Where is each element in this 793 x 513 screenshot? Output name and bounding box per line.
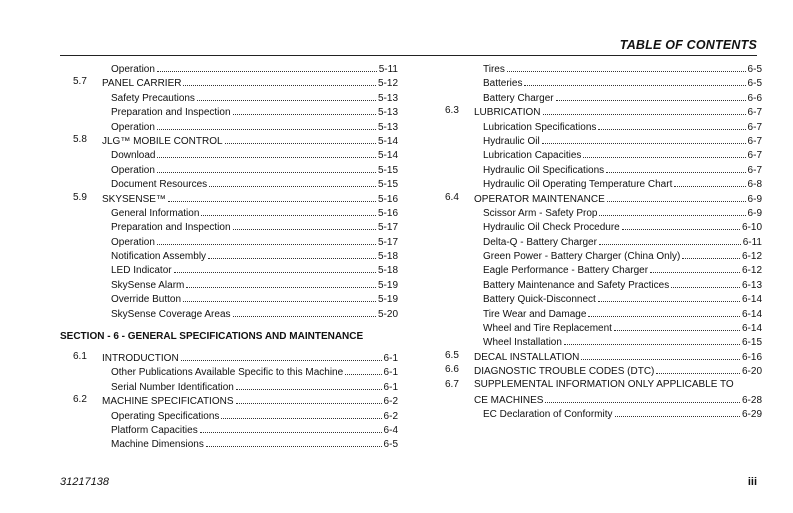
toc-entry[interactable] (432, 278, 762, 292)
toc-entry-line (483, 278, 762, 291)
toc-entry-page: 5-15 (377, 164, 398, 176)
toc-entry-page: 5-19 (377, 294, 398, 306)
toc-leader-dots (157, 235, 376, 245)
toc-entry-page: 6-8 (747, 179, 762, 191)
toc-entry[interactable] (432, 148, 762, 162)
toc-entry-page: 6-14 (741, 308, 762, 320)
toc-leader-dots (233, 307, 376, 317)
toc-entry[interactable] (60, 380, 398, 394)
page-number: iii (747, 476, 757, 488)
toc-entry-line (111, 177, 398, 190)
toc-entry-page: 5-18 (377, 265, 398, 277)
toc-entry-title: Operating Specifications (111, 410, 220, 422)
toc-leader-dots (208, 249, 376, 259)
toc-entry[interactable] (60, 120, 398, 134)
toc-entry-line (111, 409, 398, 422)
toc-left-top-list (60, 62, 398, 321)
toc-entry[interactable] (432, 263, 762, 277)
toc-entry-page: 5-16 (377, 207, 398, 219)
header-divider (60, 55, 757, 56)
toc-entry-line (111, 263, 398, 276)
toc-leader-dots (236, 394, 382, 404)
toc-entry-title: SkySense Coverage Areas (111, 308, 231, 320)
toc-leader-dots (599, 206, 745, 216)
toc-entry-title: Scissor Arm - Safety Prop (483, 207, 598, 219)
toc-entry[interactable] (60, 423, 398, 437)
toc-entry[interactable] (432, 120, 762, 134)
toc-entry-title: CE MACHINES (474, 394, 544, 406)
toc-leader-dots (671, 278, 740, 288)
toc-leader-dots (588, 307, 740, 317)
toc-leader-dots (157, 120, 376, 130)
toc-entry[interactable] (432, 335, 762, 349)
toc-entry-page: 6-5 (747, 64, 762, 75)
toc-leader-dots (615, 407, 740, 417)
toc-entry[interactable] (432, 105, 762, 119)
toc-entry-page: 6-12 (741, 251, 762, 263)
toc-leader-dots (542, 134, 746, 144)
toc-entry-title: Green Power - Battery Charger (China Only) (483, 251, 681, 263)
toc-entry-page: 5-17 (377, 236, 398, 248)
toc-entry[interactable] (60, 134, 398, 148)
toc-entry-page: 6-14 (741, 323, 762, 335)
toc-entry[interactable] (60, 62, 398, 76)
toc-entry-title: Eagle Performance - Battery Charger (483, 265, 649, 277)
toc-leader-dots (233, 220, 376, 230)
toc-entry-page: 6-7 (747, 164, 762, 176)
toc-entry-title: Battery Charger (483, 92, 554, 104)
toc-entry-number: 5.7 (73, 76, 87, 88)
toc-entry-page: 6-20 (741, 366, 762, 378)
toc-entry-number: 6.6 (445, 364, 459, 376)
toc-entry[interactable] (60, 235, 398, 249)
toc-entry-page: 6-1 (383, 353, 398, 365)
toc-entry-line (111, 249, 398, 262)
toc-entry-line (102, 134, 398, 147)
toc-entry-line (474, 192, 762, 205)
toc-leader-dots (206, 437, 382, 447)
toc-leader-dots (157, 62, 377, 72)
toc-entry-page: 6-7 (747, 121, 762, 133)
toc-entry[interactable] (432, 91, 762, 105)
toc-entry[interactable] (60, 307, 398, 321)
toc-entry-title: Machine Dimensions (111, 439, 204, 451)
toc-entry[interactable] (60, 292, 398, 306)
toc-entry-title: Delta-Q - Battery Charger (483, 236, 597, 248)
toc-entry-title: Hydraulic Oil Operating Temperature Chart (483, 179, 673, 191)
toc-leader-dots (583, 148, 745, 158)
toc-entry-title: Other Publications Available Specific to this Machine (111, 367, 344, 379)
toc-entry-page: 6-4 (383, 424, 398, 436)
toc-entry-title: JLG™ MOBILE CONTROL (102, 135, 223, 147)
toc-entry[interactable] (432, 235, 762, 249)
toc-entry-page: 5-15 (377, 179, 398, 191)
toc-entry-line (102, 394, 398, 407)
toc-leader-dots (556, 91, 746, 101)
toc-leader-dots (181, 351, 382, 361)
toc-entry[interactable] (432, 379, 762, 393)
page-title: TABLE OF CONTENTS (619, 38, 757, 52)
toc-entry[interactable] (432, 393, 762, 407)
toc-entry-title: Platform Capacities (111, 424, 198, 436)
toc-entry-page: 6-15 (741, 337, 762, 349)
toc-entry-page: 6-12 (741, 265, 762, 277)
toc-entry-line (483, 292, 762, 305)
toc-leader-dots (183, 76, 376, 86)
section-6-heading: SECTION - 6 - GENERAL SPECIFICATIONS AND MAINTENANCE (60, 331, 364, 343)
toc-leader-dots (564, 335, 740, 345)
toc-entry-page: 6-7 (747, 150, 762, 162)
toc-entry-line (102, 192, 398, 205)
toc-left-bottom-list (60, 351, 398, 452)
toc-entry-title: Notification Assembly (111, 251, 207, 263)
toc-entry-title: INTRODUCTION (102, 353, 179, 365)
toc-leader-dots (524, 76, 745, 86)
toc-entry-line (483, 163, 762, 176)
toc-entry-title: Lubrication Capacities (483, 150, 582, 162)
toc-entry-page: 6-2 (383, 410, 398, 422)
toc-entry-title: Hydraulic Oil (483, 135, 540, 147)
toc-entry[interactable] (60, 409, 398, 423)
toc-entry[interactable] (60, 105, 398, 119)
toc-right-column (432, 62, 762, 422)
toc-entry-title: DIAGNOSTIC TROUBLE CODES (DTC) (474, 366, 655, 378)
toc-leader-dots (682, 249, 740, 259)
toc-entry[interactable] (432, 134, 762, 148)
toc-entry-page: 6-16 (741, 351, 762, 363)
toc-leader-dots (201, 206, 376, 216)
toc-entry-page: 6-1 (383, 367, 398, 379)
toc-entry[interactable] (60, 76, 398, 90)
toc-entry-line (111, 423, 398, 436)
toc-entry-line (483, 235, 762, 248)
toc-entry-line (483, 335, 762, 348)
toc-entry-line (111, 380, 398, 393)
toc-entry-line (474, 350, 762, 363)
toc-entry[interactable] (432, 321, 762, 335)
toc-left-column (60, 62, 398, 452)
toc-entry[interactable] (432, 206, 762, 220)
toc-entry-line (111, 220, 398, 233)
toc-entry-line (483, 62, 762, 75)
toc-entry-line (111, 278, 398, 291)
toc-entry-title: Operation (111, 121, 155, 133)
toc-entry[interactable] (60, 437, 398, 451)
toc-entry-number: 5.9 (73, 191, 87, 203)
toc-entry-page: 6-9 (747, 193, 762, 205)
toc-entry-page: 6-2 (383, 396, 398, 408)
toc-entry-line (483, 177, 762, 190)
toc-entry-number: 6.4 (445, 191, 459, 203)
toc-entry-page: 6-5 (747, 78, 762, 90)
toc-entry-title: Safety Precautions (111, 92, 195, 104)
toc-entry-line (474, 105, 762, 118)
toc-entry-number: 6.3 (445, 105, 459, 117)
toc-entry-number: 6.1 (73, 351, 87, 363)
toc-entry-title: Hydraulic Oil Specifications (483, 164, 605, 176)
toc-entry-title: Download (111, 150, 156, 162)
toc-entry-page: 6-6 (747, 92, 762, 104)
toc-entry-line (483, 91, 762, 104)
toc-entry-line (111, 120, 398, 133)
toc-entry[interactable] (432, 76, 762, 90)
toc-leader-dots (622, 220, 740, 230)
toc-entry-page: 6-11 (742, 236, 762, 248)
toc-leader-dots (157, 148, 376, 158)
toc-entry-line (483, 134, 762, 147)
toc-entry[interactable] (60, 91, 398, 105)
toc-entry[interactable] (60, 177, 398, 191)
toc-leader-dots (197, 91, 376, 101)
toc-entry-number: 5.8 (73, 133, 87, 145)
toc-entry-line (111, 148, 398, 161)
toc-entry[interactable] (432, 62, 762, 76)
toc-entry-title: Wheel and Tire Replacement (483, 323, 612, 335)
toc-entry-title: SUPPLEMENTAL INFORMATION ONLY APPLICABLE TO (474, 378, 734, 390)
toc-entry-title: Override Button (111, 294, 182, 306)
toc-leader-dots (606, 163, 745, 173)
toc-entry-page: 6-7 (747, 107, 762, 119)
toc-entry-line (483, 307, 762, 320)
toc-entry[interactable] (60, 351, 398, 365)
toc-entry-line (111, 206, 398, 219)
toc-entry-page: 6-1 (383, 381, 398, 393)
toc-entry-page: 5-16 (377, 193, 398, 205)
toc-entry-title: Preparation and Inspection (111, 107, 231, 119)
toc-entry-line (111, 91, 398, 104)
toc-entry[interactable] (432, 407, 762, 421)
toc-entry-line (102, 351, 398, 364)
toc-entry-line (474, 364, 762, 377)
toc-entry-title: PANEL CARRIER (102, 78, 182, 90)
toc-entry-title: Wheel Installation (483, 337, 562, 349)
toc-entry-page: 5-14 (377, 135, 398, 147)
toc-entry-title: Preparation and Inspection (111, 222, 231, 234)
toc-entry-title: General Information (111, 207, 200, 219)
toc-leader-dots (614, 321, 740, 331)
toc-entry-title: LED Indicator (111, 265, 172, 277)
document-number: 31217138 (60, 476, 109, 488)
toc-entry-line (474, 393, 762, 406)
toc-entry[interactable] (432, 364, 762, 378)
toc-entry-line (111, 235, 398, 248)
toc-entry-line (111, 62, 398, 75)
toc-entry-page: 6-9 (747, 207, 762, 219)
toc-entry-line (111, 307, 398, 320)
toc-leader-dots (168, 192, 376, 202)
toc-entry-line (111, 365, 398, 378)
toc-entry-page: 6-14 (741, 294, 762, 306)
toc-leader-dots (345, 365, 381, 375)
toc-entry-line (483, 148, 762, 161)
toc-entry-line (111, 437, 398, 450)
toc-entry[interactable] (60, 278, 398, 292)
toc-entry-title: DECAL INSTALLATION (474, 351, 580, 363)
toc-entry-title: Battery Maintenance and Safety Practices (483, 279, 670, 291)
toc-entry[interactable] (432, 192, 762, 206)
toc-entry-line (483, 76, 762, 89)
toc-entry-number: 6.5 (445, 349, 459, 361)
toc-leader-dots (598, 292, 740, 302)
toc-entry[interactable] (60, 163, 398, 177)
toc-entry[interactable] (432, 163, 762, 177)
toc-entry-title: Lubrication Specifications (483, 121, 597, 133)
toc-entry[interactable] (432, 177, 762, 191)
toc-entry-title: Document Resources (111, 179, 208, 191)
toc-entry-title: Operation (111, 64, 155, 75)
toc-entry-title: Tires (483, 64, 505, 75)
toc-entry[interactable] (432, 350, 762, 364)
toc-entry-page: 6-10 (741, 222, 762, 234)
toc-entry-page: 5-13 (377, 107, 398, 119)
toc-entry-title: MACHINE SPECIFICATIONS (102, 396, 234, 408)
toc-entry-title: Operation (111, 236, 155, 248)
toc-entry-page: 5-11 (378, 64, 398, 75)
toc-entry[interactable] (60, 263, 398, 277)
toc-entry-line (483, 220, 762, 233)
toc-entry-page: 5-14 (377, 150, 398, 162)
toc-leader-dots (674, 177, 745, 187)
toc-entry-title: EC Declaration of Conformity (483, 409, 613, 421)
toc-leader-dots (221, 409, 381, 419)
toc-entry[interactable] (432, 220, 762, 234)
toc-entry[interactable] (432, 249, 762, 263)
toc-entry-number: 6.2 (73, 394, 87, 406)
toc-right-list (432, 62, 762, 422)
toc-entry-page: 6-7 (747, 135, 762, 147)
toc-leader-dots (507, 62, 746, 72)
toc-leader-dots (650, 263, 740, 273)
toc-leader-dots (581, 350, 740, 360)
toc-entry-page: 5-12 (377, 78, 398, 90)
toc-entry-title: Battery Quick-Disconnect (483, 294, 596, 306)
toc-entry-line (102, 76, 398, 89)
toc-leader-dots (656, 364, 740, 374)
toc-leader-dots (545, 393, 740, 403)
toc-leader-dots (607, 192, 746, 202)
toc-entry-page: 5-19 (377, 279, 398, 291)
toc-entry-number: 6.7 (445, 378, 459, 390)
toc-entry-line (483, 321, 762, 334)
toc-entry-page: 5-13 (377, 92, 398, 104)
toc-leader-dots (200, 423, 382, 433)
toc-entry-line (483, 249, 762, 262)
toc-entry-line (474, 379, 762, 390)
toc-entry-title: SKYSENSE™ (102, 193, 166, 205)
toc-entry-line (483, 206, 762, 219)
toc-entry-line (483, 263, 762, 276)
toc-entry-page: 5-17 (377, 222, 398, 234)
toc-entry[interactable] (60, 249, 398, 263)
toc-entry-title: Operation (111, 164, 155, 176)
toc-entry-line (111, 292, 398, 305)
toc-entry[interactable] (60, 148, 398, 162)
toc-leader-dots (599, 235, 741, 245)
toc-entry-title: Serial Number Identification (111, 381, 234, 393)
toc-leader-dots (186, 278, 376, 288)
toc-entry-page: 6-5 (383, 439, 398, 451)
toc-leader-dots (174, 263, 376, 273)
toc-entry[interactable] (432, 292, 762, 306)
toc-leader-dots (183, 292, 376, 302)
toc-entry-title: Batteries (483, 78, 523, 90)
toc-leader-dots (598, 120, 745, 130)
toc-entry-title: Hydraulic Oil Check Procedure (483, 222, 620, 234)
toc-entry-page: 5-20 (377, 308, 398, 320)
toc-leader-dots (225, 134, 376, 144)
toc-entry-title: OPERATOR MAINTENANCE (474, 193, 605, 205)
toc-entry-line (483, 407, 762, 420)
toc-entry[interactable] (60, 220, 398, 234)
toc-entry[interactable] (60, 394, 398, 408)
toc-entry[interactable] (432, 307, 762, 321)
toc-leader-dots (209, 177, 376, 187)
toc-entry-page: 5-18 (377, 251, 398, 263)
toc-entry[interactable] (60, 365, 398, 379)
toc-leader-dots (236, 380, 382, 390)
toc-entry-title: Tire Wear and Damage (483, 308, 587, 320)
toc-entry[interactable] (60, 192, 398, 206)
toc-entry-page: 6-13 (741, 279, 762, 291)
toc-entry-line (483, 120, 762, 133)
toc-entry-page: 5-13 (377, 121, 398, 133)
toc-entry-page: 6-28 (741, 394, 762, 406)
toc-entry[interactable] (60, 206, 398, 220)
toc-entry-line (111, 163, 398, 176)
toc-leader-dots (543, 105, 746, 115)
toc-entry-title: LUBRICATION (474, 107, 541, 119)
toc-entry-page: 6-29 (741, 409, 762, 421)
toc-entry-line (111, 105, 398, 118)
toc-leader-dots (157, 163, 376, 173)
toc-entry-title: SkySense Alarm (111, 279, 185, 291)
toc-leader-dots (233, 105, 376, 115)
